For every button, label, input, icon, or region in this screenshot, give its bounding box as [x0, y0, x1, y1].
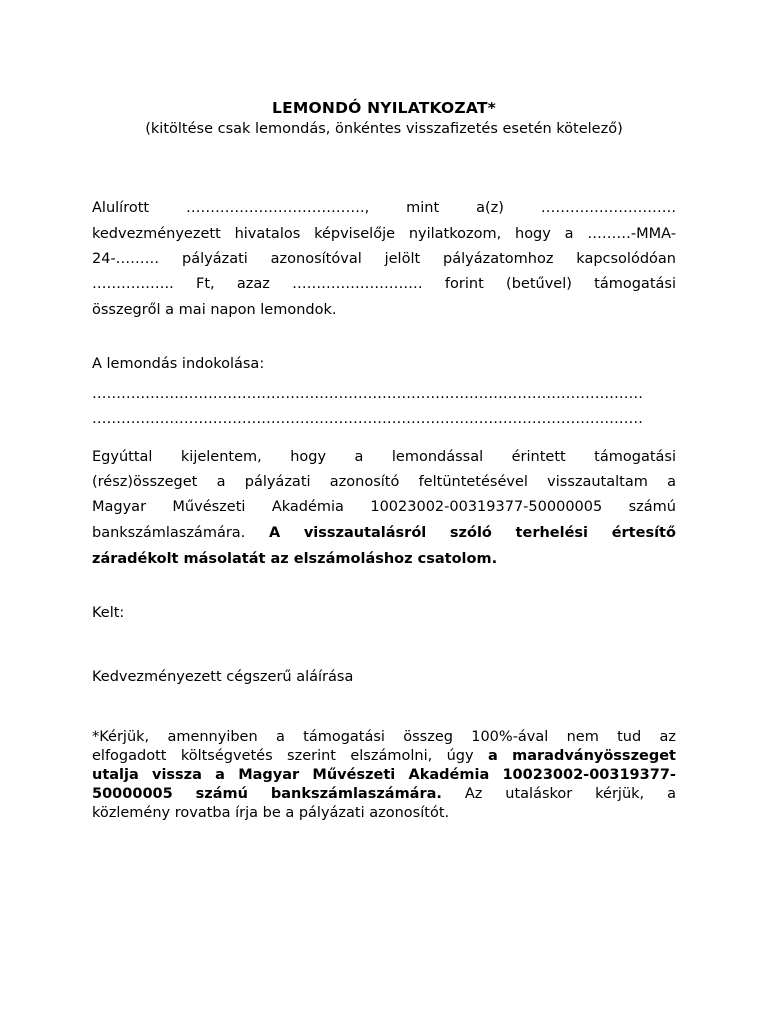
reason-blank-line-2: ……………………………………………………………………………………………………: [92, 411, 643, 427]
bold-word: A: [268, 525, 281, 541]
text-word: elfogadott: [92, 748, 167, 764]
footnote-line-2: [92, 747, 676, 766]
bold-word: bankszámlaszámára.: [270, 786, 442, 802]
reason-blank-line-1: ……………………………………………………………………………………………………: [92, 386, 643, 402]
declaration-line-4: [92, 273, 676, 295]
bold-word: szóló: [449, 525, 492, 541]
bold-word: számú: [195, 786, 248, 802]
text-word: Magyar: [92, 499, 147, 515]
declaration-line-5: összegről a mai napon lemondok.: [92, 302, 337, 318]
text-word: amennyiben: [167, 729, 258, 745]
declaration-line-2: [92, 223, 676, 245]
text-word: Az: [464, 786, 483, 802]
text-word: Akadémia: [271, 499, 344, 515]
text-word: kijelentem,: [180, 449, 262, 465]
text-word: hogy: [515, 226, 551, 242]
text-word: érintett: [511, 449, 566, 465]
text-word: Művészeti: [172, 499, 246, 515]
transfer-line-1: [92, 446, 676, 468]
text-word: kedvezményezett: [92, 226, 221, 242]
name-blank: ……………………………….,: [186, 200, 370, 216]
text-word: nem: [566, 729, 599, 745]
text-word: pályázati: [244, 474, 311, 490]
bold-word: utalja: [92, 767, 139, 783]
text-word: összeg: [403, 729, 453, 745]
text-word: úgy: [446, 748, 474, 764]
text-word: Alulírott: [92, 200, 150, 216]
bank-account-number: 10023002-00319377-50000005: [370, 499, 603, 515]
text-word: a: [275, 729, 285, 745]
declaration-line-1: [92, 197, 676, 219]
text-word: számú: [628, 499, 676, 515]
text-word: tud: [617, 729, 642, 745]
bold-word: értesítő: [611, 525, 676, 541]
text-word: elszámolni,: [350, 748, 433, 764]
reason-label: A lemondás indokolása:: [92, 356, 265, 372]
text-word: 100%-ával: [471, 729, 549, 745]
amount-blank: ……………..: [92, 276, 174, 292]
footnote-line-4: [92, 785, 676, 804]
bold-word: terhelési: [515, 525, 589, 541]
text-word: támogatási: [594, 449, 676, 465]
text-word: a: [354, 449, 364, 465]
text-word: azonosítóval: [270, 251, 362, 267]
application-id-blank: 24-………: [92, 251, 160, 267]
organization-blank: ……………………….: [540, 200, 676, 216]
text-word: Egyúttal: [92, 449, 153, 465]
text-word: utaláskor: [505, 786, 573, 802]
bank-account-number: 10023002-00319377-: [502, 767, 676, 783]
text-word: azonosító: [329, 474, 400, 490]
text-word: nyilatkozom,: [408, 226, 502, 242]
text-word: forint: [444, 276, 484, 292]
text-word: a(z): [476, 200, 504, 216]
text-word: mint: [406, 200, 440, 216]
footnote-line-1: [92, 728, 676, 747]
transfer-line-4: [92, 522, 676, 544]
bold-text: záradékolt másolatát az elszámoláshoz csatolom.: [92, 551, 498, 567]
text-word: a: [667, 474, 676, 490]
document-title: LEMONDÓ NYILATKOZAT*: [272, 99, 496, 117]
text-word: a: [667, 786, 676, 802]
signature-label: Kedvezményezett cégszerű aláírása: [92, 669, 354, 685]
bold-word: Magyar: [238, 767, 300, 783]
text-word: pályázatomhoz: [443, 251, 554, 267]
text-word: a: [216, 474, 226, 490]
bold-word: visszautalásról: [303, 525, 427, 541]
footnote-line-3: [92, 766, 676, 785]
application-id-blank: ………-MMA-: [587, 226, 676, 242]
text-word: visszautaltam: [547, 474, 648, 490]
text-word: feltüntetésével: [418, 474, 528, 490]
text-word: a: [564, 226, 574, 242]
bold-word: maradványösszeget: [512, 748, 676, 764]
bold-word: Akadémia: [408, 767, 490, 783]
transfer-line-2: [92, 471, 676, 493]
text-word: lemondással: [391, 449, 484, 465]
bold-word: Művészeti: [312, 767, 396, 783]
text-word: pályázati: [182, 251, 248, 267]
bold-word: a: [215, 767, 225, 783]
text-word: támogatási: [303, 729, 385, 745]
document-subtitle: (kitöltése csak lemondás, önkéntes visszafizetés esetén kötelező): [145, 121, 623, 137]
text-word: képviselője: [314, 226, 396, 242]
amount-in-words-blank: ………………………: [292, 276, 423, 292]
text-word: költségvetés: [180, 748, 273, 764]
text-word: kérjük,: [595, 786, 645, 802]
text-word: kapcsolódóan: [576, 251, 676, 267]
text-word: az: [659, 729, 676, 745]
transfer-line-3: [92, 496, 676, 518]
text-word: azaz: [236, 276, 270, 292]
footnote-line-5: közlemény rovatba írja be a pályázati azonosítót.: [92, 805, 450, 821]
bold-word: vissza: [152, 767, 202, 783]
transfer-line-5: [92, 548, 497, 570]
text-word: jelölt: [384, 251, 421, 267]
text-word: (rész)összeget: [92, 474, 198, 490]
date-label: Kelt:: [92, 605, 125, 621]
declaration-line-3: [92, 248, 676, 270]
text-word: hogy: [290, 449, 327, 465]
bold-word: a: [487, 748, 498, 764]
text-word: bankszámlaszámára.: [92, 525, 246, 541]
text-word: hivatalos: [234, 226, 301, 242]
text-word: (betűvel): [506, 276, 572, 292]
text-word: szerint: [287, 748, 336, 764]
text-word: támogatási: [594, 276, 676, 292]
text-word: *Kérjük,: [92, 729, 150, 745]
text-word: Ft,: [195, 276, 215, 292]
bank-account-number: 50000005: [92, 786, 173, 802]
